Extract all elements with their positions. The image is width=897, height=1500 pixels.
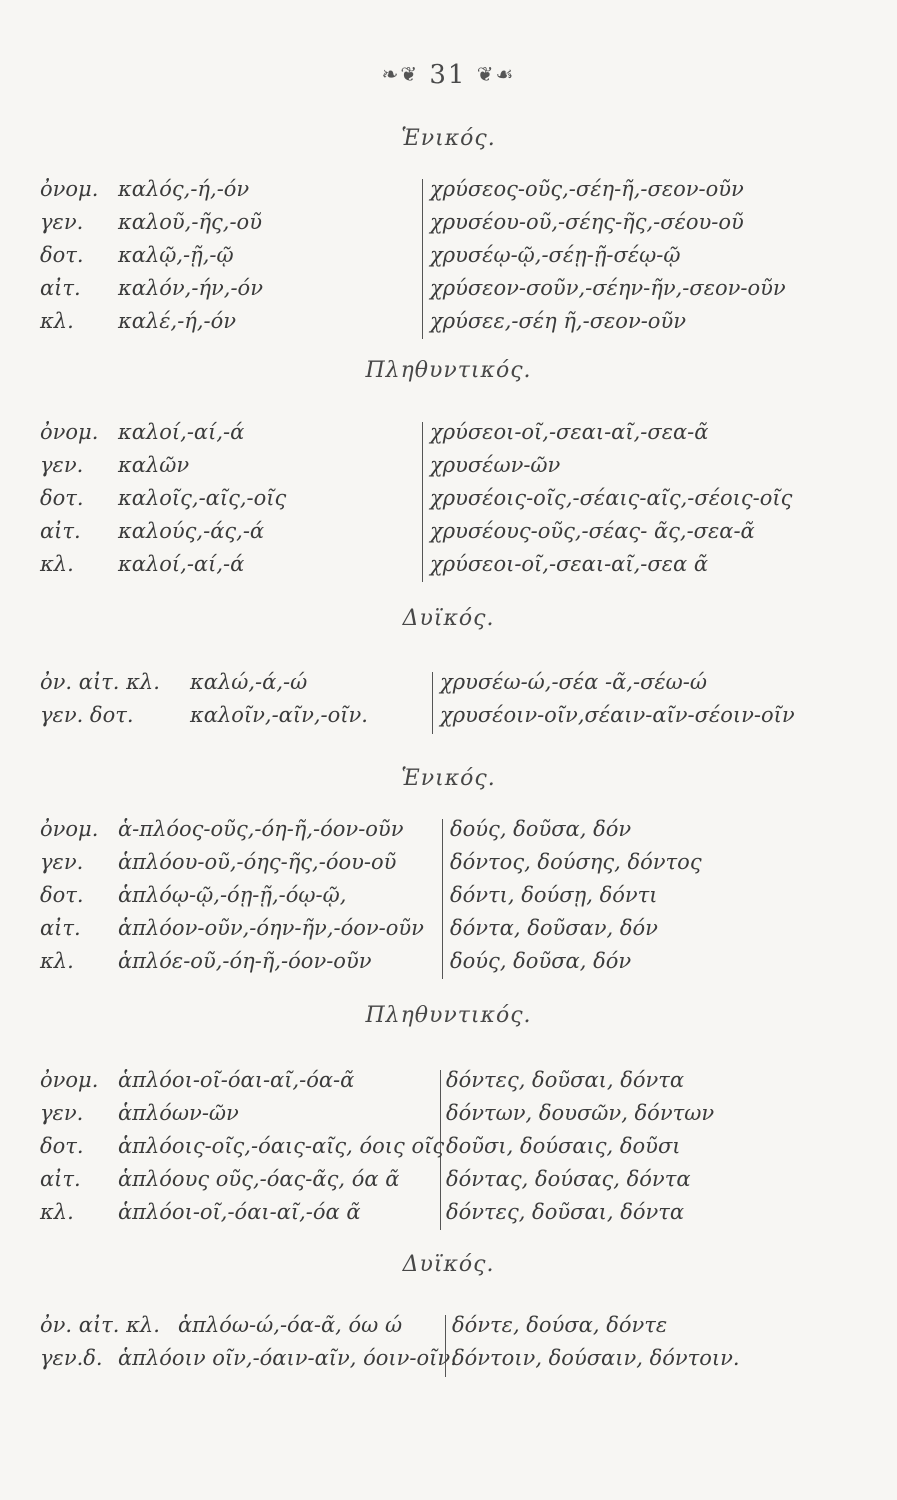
case-label: αἰτ. — [40, 276, 81, 300]
left-ornament-icon: ❧❦ — [381, 62, 420, 86]
right-form-cell: δόντες, δοῦσαι, δόντα — [446, 1068, 685, 1092]
table-row — [40, 1068, 860, 1101]
table-row — [40, 1313, 860, 1346]
case-label: γεν. — [40, 1101, 84, 1125]
right-form-cell: δόντε, δούσα, δόντε — [452, 1313, 668, 1337]
page-number-header — [0, 60, 897, 90]
table-row — [40, 817, 860, 850]
table-row — [40, 1134, 860, 1167]
table-row — [40, 177, 860, 210]
left-form-cell: ἁπλόων-ῶν — [118, 1101, 239, 1125]
section-heading-dual-1: Δυϊκός. — [402, 606, 495, 631]
right-form-cell: δόντος, δούσης, δόντος — [450, 850, 702, 874]
left-form-cell: καλός,-ή,-όν — [118, 177, 250, 201]
left-form-cell: καλοῖς,-αῖς,-οῖς — [118, 486, 287, 510]
right-form-cell: χρύσεος-οῦς,-σέη-ῆ,-σεον-οῦν — [430, 177, 744, 201]
section-heading-singular-2: Ἑνικός. — [401, 766, 496, 791]
case-label: δοτ. — [40, 1134, 84, 1158]
left-form-cell: καλοί,-αί,-ά — [118, 420, 245, 444]
case-label: κλ. — [40, 1200, 74, 1224]
declension-table-kalos-dual — [40, 670, 860, 736]
table-row — [40, 243, 860, 276]
left-form-cell: καλώ,-ά,-ώ — [190, 670, 308, 694]
left-form-cell: ἁ-πλόος-οῦς,-όη-ῆ,-όον-οῦν — [118, 817, 404, 841]
left-form-cell: ἁπλόοι-οῖ,-όαι-αῖ,-όα ᾶ — [118, 1200, 361, 1224]
right-form-cell: χρύσεε,-σέη ῆ,-σεον-οῦν — [430, 309, 686, 333]
table-row — [40, 949, 860, 982]
right-form-cell: δόντι, δούσῃ, δόντι — [450, 883, 658, 907]
left-form-cell: καλῶν — [118, 453, 190, 477]
right-form-cell: χρύσεοι-οῖ,-σεαι-αῖ,-σεα-ᾶ — [430, 420, 709, 444]
section-heading-plural-1: Πληθυντικός. — [365, 358, 532, 383]
table-row — [40, 1200, 860, 1233]
case-label: γεν. — [40, 850, 84, 874]
right-form-cell: χρυσέοιν-οῖν,σέαιν-αῖν-σέοιν-οῖν — [440, 703, 795, 727]
section-heading-plural-2: Πληθυντικός. — [365, 1003, 532, 1028]
case-label: αἰτ. — [40, 1167, 81, 1191]
case-label: δοτ. — [40, 243, 84, 267]
table-row — [40, 210, 860, 243]
table-row — [40, 486, 860, 519]
case-label: αἰτ. — [40, 916, 81, 940]
left-form-cell: καλόν,-ήν,-όν — [118, 276, 263, 300]
table-row — [40, 420, 860, 453]
left-form-cell: καλούς,-άς,-ά — [118, 519, 265, 543]
declension-table-kalos-plural — [40, 420, 860, 585]
case-label: αἰτ. — [40, 519, 81, 543]
right-form-cell: χρυσέω-ώ,-σέα -ᾶ,-σέω-ώ — [440, 670, 708, 694]
table-row — [40, 916, 860, 949]
section-heading-singular-1: Ἑνικός. — [401, 126, 496, 151]
case-label: ὀν. αἰτ. κλ. — [40, 670, 160, 694]
section-heading-dual-2: Δυϊκός. — [402, 1252, 495, 1277]
right-form-cell: δόντα, δοῦσαν, δόν — [450, 916, 658, 940]
right-form-cell: δούς, δοῦσα, δόν — [450, 949, 632, 973]
table-row — [40, 670, 860, 703]
table-row — [40, 1346, 860, 1379]
table-row — [40, 552, 860, 585]
right-form-cell: χρύσεον-σοῦν,-σέην-ῆν,-σεον-οῦν — [430, 276, 786, 300]
page-number: 31 — [429, 60, 467, 90]
left-form-cell: καλοῦ,-ῆς,-οῦ — [118, 210, 262, 234]
case-label: ὀνομ. — [40, 817, 99, 841]
left-form-cell: ἁπλόε-οῦ,-όη-ῆ,-όον-οῦν — [118, 949, 372, 973]
table-row — [40, 883, 860, 916]
right-form-cell: χρύσεοι-οῖ,-σεαι-αῖ,-σεα ᾶ — [430, 552, 709, 576]
left-form-cell: καλοῖν,-αῖν,-οῖν. — [190, 703, 368, 727]
left-form-cell: καλῷ,-ῇ,-ῷ — [118, 243, 234, 267]
right-form-cell: δόντες, δοῦσαι, δόντα — [446, 1200, 685, 1224]
table-row — [40, 453, 860, 486]
case-label: γεν. — [40, 453, 84, 477]
case-label: δοτ. — [40, 883, 84, 907]
case-label: δοτ. — [40, 486, 84, 510]
right-form-cell: δόντων, δουσῶν, δόντων — [446, 1101, 715, 1125]
left-form-cell: ἁπλόους οῦς,-όας-ᾶς, όα ᾶ — [118, 1167, 400, 1191]
case-label: κλ. — [40, 949, 74, 973]
case-label: γεν.δ. — [40, 1346, 103, 1370]
left-form-cell: ἁπλόοι-οῖ-όαι-αῖ,-όα-ᾶ — [118, 1068, 355, 1092]
declension-table-haploos-dual — [40, 1313, 860, 1379]
left-form-cell: ἁπλόου-οῦ,-όης-ῆς,-όου-οῦ — [118, 850, 397, 874]
case-label: κλ. — [40, 552, 74, 576]
declension-table-haploos-plural — [40, 1068, 860, 1233]
left-form-cell: καλέ,-ή,-όν — [118, 309, 237, 333]
case-label: ὀνομ. — [40, 1068, 99, 1092]
right-form-cell: χρυσέοις-οῖς,-σέαις-αῖς,-σέοις-οῖς — [430, 486, 793, 510]
case-label: ὀν. αἰτ. κλ. — [40, 1313, 160, 1337]
case-label: κλ. — [40, 309, 74, 333]
right-form-cell: δούς, δοῦσα, δόν — [450, 817, 632, 841]
left-form-cell: ἁπλόοις-οῖς,-όαις-αῖς, όοις οῖς — [118, 1134, 445, 1158]
right-form-cell: χρυσέῳ-ῷ,-σέῃ-ῇ-σέῳ-ῷ — [430, 243, 681, 267]
table-row — [40, 276, 860, 309]
case-label: ὀνομ. — [40, 420, 99, 444]
case-label: γεν. δοτ. — [40, 703, 134, 727]
left-form-cell: ἁπλόον-οῦν,-όην-ῆν,-όον-οῦν — [118, 916, 424, 940]
right-form-cell: δοῦσι, δούσαις, δοῦσι — [446, 1134, 681, 1158]
right-ornament-icon: ❦☙ — [476, 62, 516, 86]
right-form-cell: δόντοιν, δούσαιν, δόντοιν. — [452, 1346, 740, 1370]
left-form-cell: καλοί,-αί,-ά — [118, 552, 245, 576]
right-form-cell: χρυσέου-οῦ,-σέης-ῆς,-σέου-οῦ — [430, 210, 744, 234]
case-label: γεν. — [40, 210, 84, 234]
table-row — [40, 850, 860, 883]
table-row — [40, 309, 860, 342]
case-label: ὀνομ. — [40, 177, 99, 201]
declension-table-haploos-singular — [40, 817, 860, 982]
table-row — [40, 703, 860, 736]
table-row — [40, 1167, 860, 1200]
left-form-cell: ἁπλόω-ώ,-όα-ᾶ, όω ώ — [178, 1313, 403, 1337]
table-row — [40, 1101, 860, 1134]
right-form-cell: χρυσέων-ῶν — [430, 453, 561, 477]
left-form-cell: ἁπλόῳ-ῷ,-όῃ-ῇ,-όῳ-ῷ, — [118, 883, 347, 907]
right-form-cell: χρυσέους-οῦς,-σέας- ᾶς,-σεα-ᾶ — [430, 519, 755, 543]
declension-table-kalos-singular — [40, 177, 860, 342]
table-row — [40, 519, 860, 552]
left-form-cell: ἁπλόοιν οῖν,-όαιν-αῖν, όοιν-οῖν. — [118, 1346, 457, 1370]
right-form-cell: δόντας, δούσας, δόντα — [446, 1167, 691, 1191]
